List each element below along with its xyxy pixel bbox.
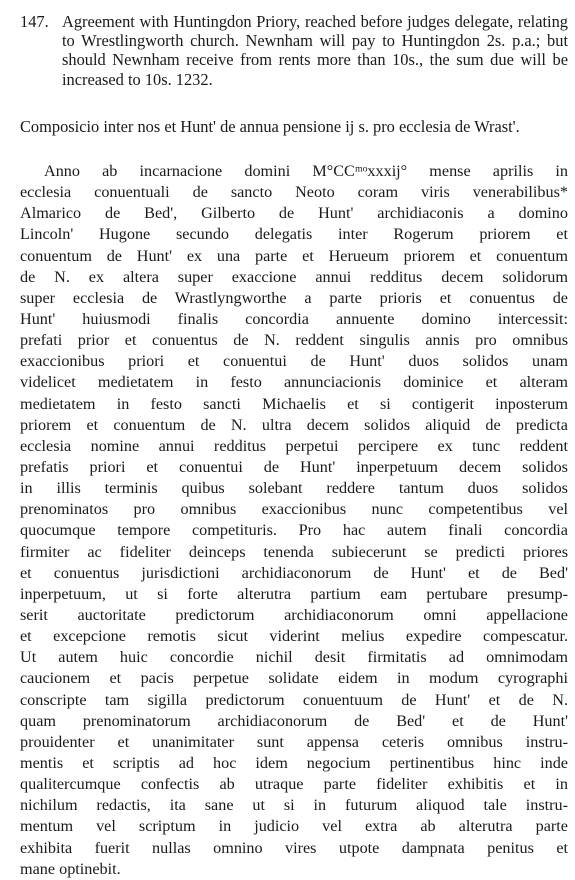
text-line: inperpetuum, ut si forte alterutra partium eam pertubare presump-: [20, 584, 568, 603]
text-line: mane optinebit.: [20, 859, 121, 878]
text-line: priorem et conuentum de N. ultra decem solidos aliquid de predicta: [20, 415, 568, 434]
text-line: Lincoln' Hugone secundo delegatis inter Rogerum priorem et: [20, 225, 568, 244]
text-line: prouidenter et unanimitater sunt appensa ceteris omnibus instru-: [20, 732, 568, 751]
text-line: Almarico de Bed', Gilberto de Hunt' archidiaconis a domino: [20, 204, 568, 223]
rubric-title: Composicio inter nos et Hunt' de annua pensione ij s. pro ecclesia de Wrast'.: [20, 117, 520, 136]
text-line: caucionem et pacis perpetue solidate eidem in modum cyrographi: [20, 669, 568, 688]
text-line: super ecclesia de Wrastlyngworthe a parte prioris et conuentus de: [20, 288, 568, 307]
text-line: ecclesia conuentuali de sancto Neoto coram viris venerabilibus*: [20, 183, 568, 202]
charter-text: [20, 161, 568, 880]
entry-summary: Agreement with Huntingdon Priory, reached before judges delegate, relating to Wrestlingworth church. Newnham will pay to Huntingdon 2s. p.a.; but should Newnham receive from rents more than 10s., the sum due will be increased to 10s. 1232.: [62, 12, 568, 89]
text-line: prefati prior et conuentus de N. reddent singulis annis pro omnibus: [20, 331, 568, 350]
text-line: serit auctoritate predictorum archidiaconorum omni appellacione: [20, 605, 568, 624]
text-line: prefatis priori et conuentui de Hunt' inperpetuum decem solidos: [20, 457, 568, 476]
text-line: exhibita fuerit nullas omnino vires utpote dampnata penitus et: [20, 838, 568, 857]
text-line: exaccionibus priori et conuentui de Hunt' duos solidos unam: [20, 352, 568, 371]
text-line: quam prenominatorum archidiaconorum de Bed' et de Hunt': [20, 711, 568, 730]
text-line: Hunt' huiusmodi finalis concordia annuente domino intercessit:: [20, 309, 568, 328]
text-line: conuentum de Hunt' ex una parte et Herueum priorem et conuentum: [20, 246, 568, 265]
entry-heading: [20, 12, 568, 89]
text-line: ecclesia nomine annui redditus perpetui percipere ex tunc reddent: [20, 436, 568, 455]
text-line: de N. ex altera super exaccione annui redditus decem solidorum: [20, 267, 568, 286]
text-line: mentum vel scriptum in judicio vel extra ab alterutra parte: [20, 817, 568, 836]
entry-number: 147.: [20, 12, 49, 31]
text-line: et excepcione remotis sicut viderint melius expedire compescatur.: [20, 627, 568, 646]
text-line: quocumque tempore competituris. Pro hac autem finali concordia: [20, 521, 568, 540]
text-line: qualitercumque confectis ab utraque parte fideliter exhibitis et in: [20, 775, 568, 794]
text-line: in illis terminis quibus solebant reddere tantum duos solidos: [20, 479, 568, 498]
text-line: Anno ab incarnacione domini M°CCᵐᵒxxxij° mense aprilis in: [44, 162, 568, 180]
text-line: conscripte tam sigilla predictorum conuentuum de Hunt' et de N.: [20, 690, 568, 709]
text-line: prenominatos pro omnibus exaccionibus nunc competentibus vel: [20, 500, 568, 519]
text-line: mentis et scriptis ad hoc idem negocium pertinentibus hinc inde: [20, 753, 568, 772]
text-line: videlicet medietatem in festo annunciacionis dominice et alteram: [20, 373, 568, 392]
text-line: firmiter ac fideliter deinceps tenenda subiecerunt se predicti priores: [20, 542, 568, 561]
text-line: nichilum redactis, ita sane ut si in futurum aliquod tale instru-: [20, 796, 568, 815]
text-line: medietatem in festo sancti Michaelis et si contigerit inposterum: [20, 394, 568, 413]
text-line: et conuentus jurisdictioni archidiaconorum de Hunt' et de Bed': [20, 563, 568, 582]
text-line: Ut autem huic concordie nichil desit firmitatis ad omnimodam: [20, 648, 568, 667]
